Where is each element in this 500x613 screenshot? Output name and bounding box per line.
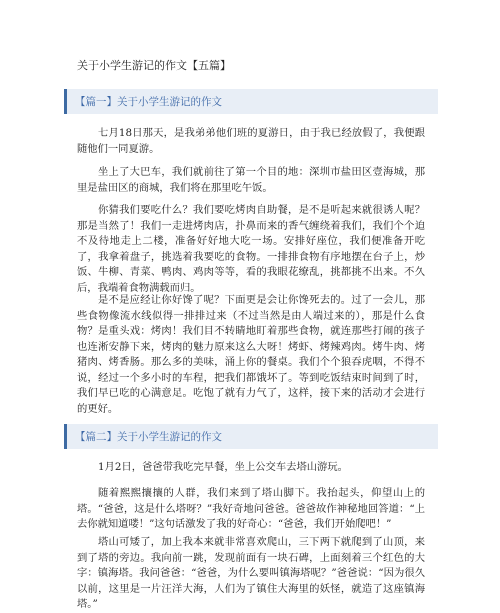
- paragraph: 塔山可矮了，加上我本来就非常喜欢爬山，三下两下就爬到了山顶，来到了塔的旁边。我向前一跳，发现前面有一块石碑，上面刻着三个红色的大字：镇海塔。我问爸爸：“爸爸，为什么要叫镇海塔呢？”爸爸说：“因为很久以前，这里是一片汪洋大海，人们为了镇住大海里的妖怪，就造了这座镇海塔。”: [77, 536, 425, 610]
- section-heading-2: [64, 424, 438, 449]
- paragraph: 你猜我们要吃什么？我们要吃烤肉自助餐，是不是听起来就很诱人呢？那是当然了！我们一走进烤肉店，扑鼻而来的香气缠绕着我们，我们个个迫不及待地走上二楼，准备好好地大吃一场。安排好座位，我们便准备开吃了，我拿着盘子，挑选着我要吃的食物。一排排食物有序地摆在台子上，炒饭、牛柳、青菜、鸭肉、鸡肉等等，看的我眼花缭乱，挑都挑不出来。不久后，我端着食物满载而归。: [77, 204, 425, 294]
- paragraph: 坐上了大巴车，我们就前往了第一个目的地：深圳市盐田区壹海城，那里是盐田区的商城，我们将在那里吃午饭。: [77, 166, 425, 194]
- section-heading-text: 【篇一】关于小学生游记的作文: [75, 96, 222, 108]
- paragraph: 七月18日那天，是我弟弟他们班的夏游日，由于我已经放假了，我便跟随他们一同夏游。: [77, 127, 425, 155]
- section-heading-text: 【篇二】关于小学生游记的作文: [75, 431, 222, 443]
- paragraph: 1月2日，爸爸带我吃完早餐，坐上公交车去塔山游玩。: [98, 461, 348, 473]
- document-title: 关于小学生游记的作文【五篇】: [77, 59, 231, 72]
- section-heading-1: [64, 89, 438, 114]
- paragraph: 随着熙熙攘攘的人群，我们来到了塔山脚下。我抬起头，仰望山上的塔。“爸爸，这是什么塔呀？”我好奇地问爸爸。爸爸故作神秘地回答道：“上去你就知道喽！”这句话激发了我的好奇心：“爸爸，我们开始爬吧！”: [77, 487, 425, 530]
- paragraph: 是不是应经让你好馋了呢？下面更是会让你馋死去的。过了一会儿，那些食物像流水线似得一排排过来（不过当然是由人端过来的），那是什么食物？是重头戏：烤肉！我们目不转睛地盯着那些食物，就连那些打闹的孩子也连淅安静下来，烤肉的魅力原来这么大呀！烤虾、烤辣鸡肉。烤牛肉、烤猪肉、烤香肠。那么多的美味，涌上你的餐桌。我们个个狼吞虎咽，不得不说，经过一个多小时的车程，把我们都饿坏了。等到吃饭结束时间到了时，我们早已吃的心满意足。吃饱了就有力气了，这样，接下来的活动才会进行的更好。: [77, 294, 425, 415]
